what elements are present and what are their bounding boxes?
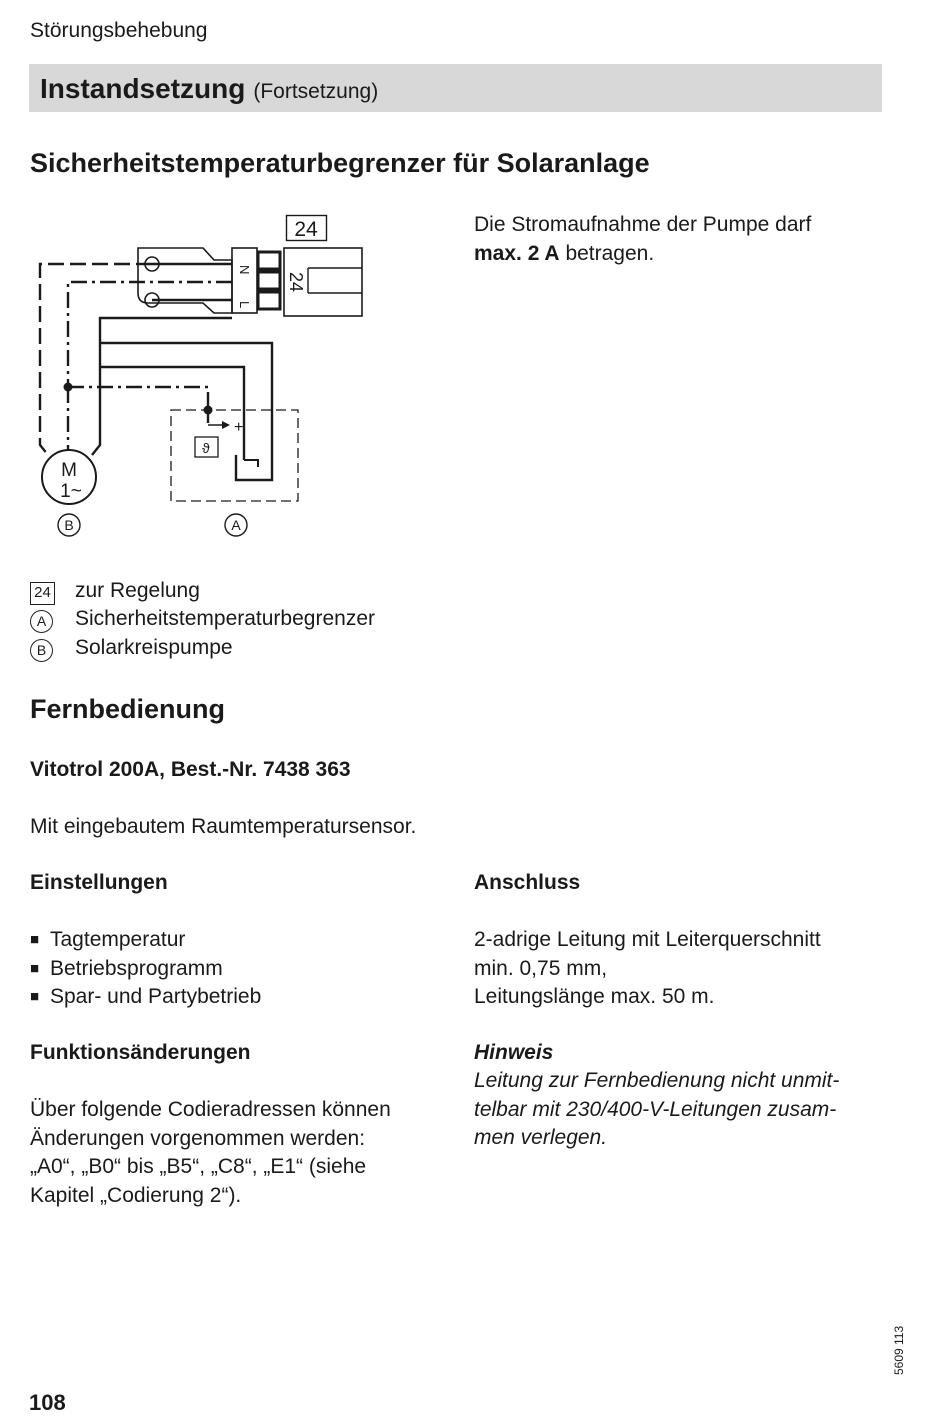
note-part1: Die Stromaufnahme der Pumpe darf (474, 213, 812, 236)
wire-pe (68, 282, 232, 387)
hint-line: men verlegen. (474, 1126, 608, 1149)
page-number: 108 (29, 1390, 66, 1415)
motor-label-1: M (61, 460, 77, 481)
hint-line: Leitung zur Fernbedienung nicht unmit- (474, 1069, 840, 1092)
wire-n (40, 264, 152, 455)
motor-label-2: 1~ (60, 481, 82, 502)
conn-text (474, 926, 894, 1012)
legend-key-b: B (30, 639, 53, 662)
legend-key-a: A (30, 610, 53, 633)
hint-line: telbar mit 230/400-V-Leitungen zusam- (474, 1097, 837, 1121)
conn-heading: Anschluss (474, 871, 581, 894)
func-line: Änderungen vorgenommen werden: (30, 1126, 366, 1150)
note-bold: max. 2 A (474, 241, 560, 265)
conn-line: Leitungslänge max. 50 m. (474, 985, 715, 1008)
func-line: Kapitel „Codierung 2“). (30, 1183, 242, 1207)
legend-key-24: 24 (30, 582, 55, 605)
settings-heading: Einstellungen (30, 871, 168, 894)
page-title (40, 73, 378, 105)
connector-rotated-label: 24 (286, 272, 306, 293)
running-head: Störungsbehebung (30, 19, 208, 42)
title-main: Instandsetzung (40, 73, 246, 104)
terminal-slot-3 (258, 292, 280, 309)
title-sub: (Fortsetzung) (253, 80, 379, 103)
terminal-slot-1 (258, 252, 280, 269)
legend-text-24: zur Regelung (75, 579, 200, 602)
document-code: 5609 113 (892, 1325, 906, 1375)
func-heading: Funktionsänderungen (30, 1041, 251, 1064)
func-text (30, 1096, 450, 1210)
list-item: ■ Tagtemperatur (30, 926, 261, 955)
diagram-label-b: B (64, 517, 74, 533)
settings-list (30, 926, 261, 1012)
plus-sign: + (234, 419, 244, 436)
theta-symbol: ϑ (202, 440, 210, 456)
legend-text-b: Solarkreispumpe (75, 636, 233, 659)
wiring-diagram (28, 205, 373, 545)
pump-current-note (474, 211, 894, 268)
remote-intro: Mit eingebautem Raumtemperatursensor. (30, 815, 417, 838)
terminal-l-label: L (237, 301, 252, 309)
legend-text-a: Sicherheitstemperaturbegrenzer (75, 607, 375, 630)
diagram-label-a: A (231, 517, 241, 533)
title-bar (29, 64, 882, 112)
junction-dot-2 (204, 406, 213, 415)
note-part2: betragen. (559, 241, 655, 265)
conn-line: min. 0,75 mm, (474, 956, 608, 980)
junction-dot-1 (64, 383, 73, 392)
func-line: „A0“, „B0“ bis „B5“, „C8“, „E1“ (siehe (30, 1155, 367, 1178)
section-heading-solar: Sicherheitstemperaturbegrenzer für Solaranlage (30, 148, 650, 178)
terminal-slot-2 (258, 272, 280, 289)
list-item: ■ Spar- und Partybetrieb (30, 983, 261, 1012)
hint-text (474, 1067, 894, 1153)
conn-line: 2-adrige Leitung mit Leiterquerschnitt (474, 928, 821, 951)
func-line: Über folgende Codieradressen können (30, 1098, 391, 1121)
list-item: ■ Betriebsprogramm (30, 955, 261, 984)
hint-heading: Hinweis (474, 1041, 554, 1064)
terminal-n-label: N (237, 265, 252, 275)
connector-24-label: 24 (294, 218, 318, 241)
section-heading-remote: Fernbedienung (30, 694, 225, 724)
remote-subheading: Vitotrol 200A, Best.-Nr. 7438 363 (30, 758, 351, 781)
